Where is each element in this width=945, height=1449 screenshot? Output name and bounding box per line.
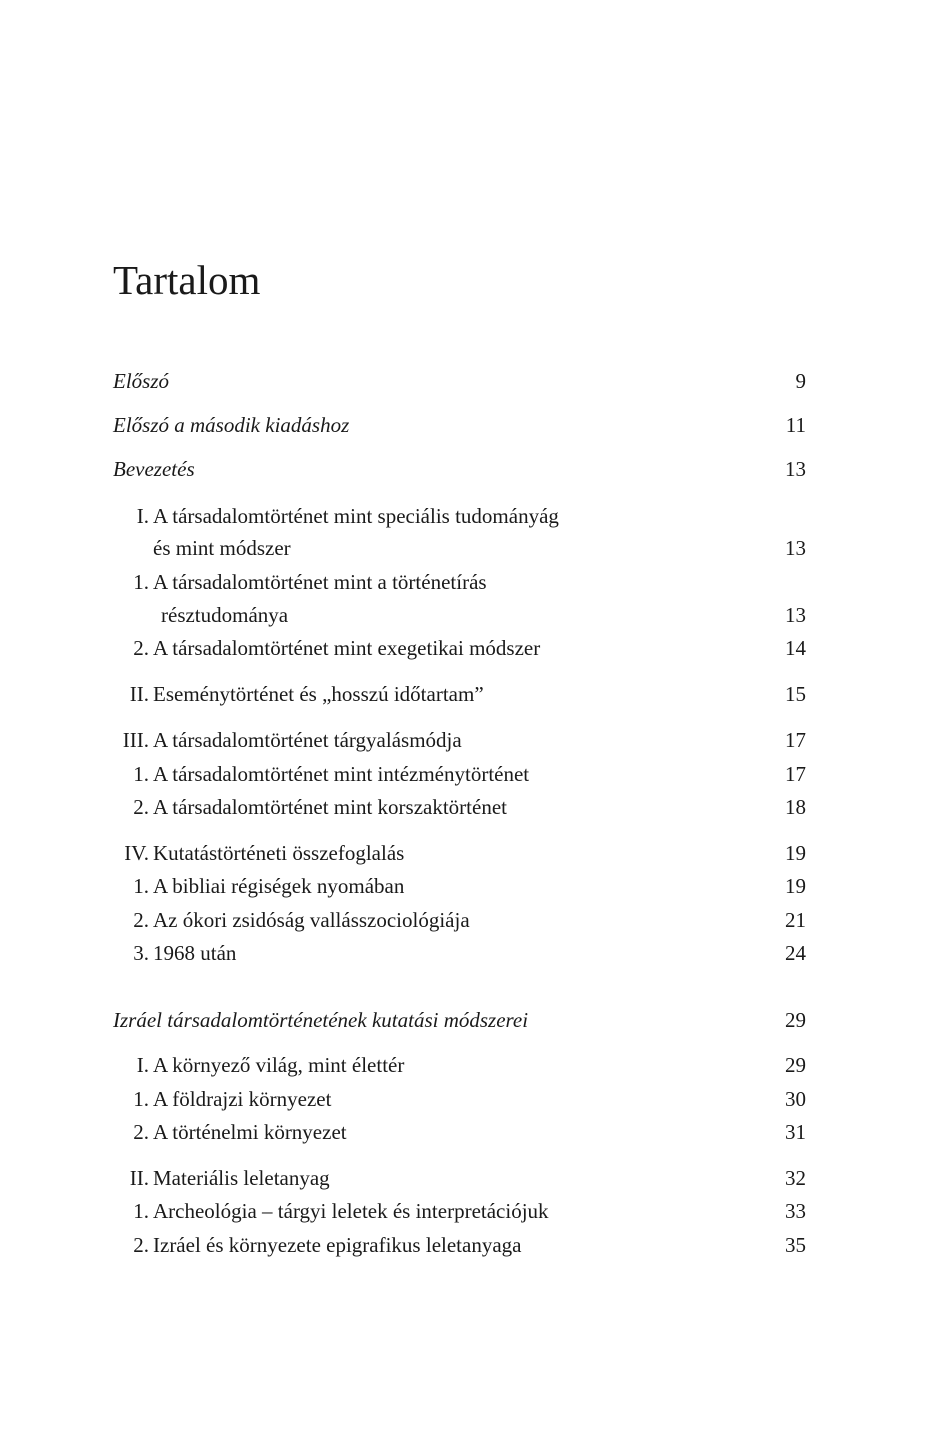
- toc-entry-label: Az ókori zsidóság vallásszociológiája: [153, 908, 470, 932]
- toc-entry-page: 29: [785, 1008, 806, 1032]
- toc-entry-number: 1.: [133, 1199, 149, 1223]
- page-title: Tartalom: [113, 257, 261, 303]
- toc-entry-number: I.: [136, 504, 149, 528]
- toc-entry: [113, 725, 806, 755]
- toc-entry-page: 21: [785, 908, 806, 932]
- toc-entry-number: 1.: [133, 1087, 149, 1111]
- toc-entry: [113, 501, 806, 531]
- toc-entry-number: IV.: [124, 841, 149, 865]
- toc-entry: [113, 1230, 806, 1260]
- toc-entry-label: résztudománya: [161, 603, 289, 627]
- toc-entry: [113, 410, 806, 440]
- toc-entry-label: A társadalomtörténet mint korszaktörténet: [153, 795, 507, 819]
- toc-entry: [113, 938, 806, 968]
- toc-entry-label: Archeológia – tárgyi leletek és interpretációjuk: [153, 1199, 549, 1223]
- toc-entry-page: 19: [785, 841, 806, 865]
- toc-entry-number: 2.: [133, 1233, 149, 1257]
- toc-entry-page: 32: [785, 1166, 806, 1190]
- toc-entry-page: 13: [785, 536, 806, 560]
- toc-entry-number: I.: [136, 1053, 149, 1077]
- toc-entry-number: 2.: [133, 1120, 149, 1144]
- toc-entry-label: A környező világ, mint élettér: [153, 1053, 405, 1077]
- toc-entry-number: 1.: [133, 570, 149, 594]
- toc-entry-label: A bibliai régiségek nyomában: [153, 874, 405, 898]
- toc-entry-page: 11: [785, 413, 806, 437]
- toc-entry-page: 13: [785, 603, 806, 627]
- toc-entry: [113, 838, 806, 868]
- toc-entry: [113, 1005, 806, 1035]
- toc-entry-label: Izráel és környezete epigrafikus leletanyaga: [153, 1233, 522, 1257]
- toc-entry-label: Izráel társadalomtörténetének kutatási módszerei: [113, 1008, 529, 1032]
- toc-entry-page: 24: [785, 941, 806, 965]
- toc-entry-number: 1.: [133, 762, 149, 786]
- toc-entry-page: 17: [785, 762, 806, 786]
- toc-entry: [113, 1163, 806, 1193]
- toc-entry-page: 35: [785, 1233, 806, 1257]
- toc-entry-number: 2.: [133, 908, 149, 932]
- toc-entry-label: A társadalomtörténet tárgyalásmódja: [153, 728, 462, 752]
- toc-entry-page: 33: [785, 1199, 806, 1223]
- toc-entry: [113, 1117, 806, 1147]
- toc-entry-label: A földrajzi környezet: [153, 1087, 332, 1111]
- toc-entry-number: III.: [122, 728, 149, 752]
- toc-entry-number: 1.: [133, 874, 149, 898]
- toc-entry-number: 2.: [133, 795, 149, 819]
- toc-entry: [113, 1196, 806, 1226]
- toc-entry: [113, 871, 806, 901]
- toc-entry-label: 1968 után: [153, 941, 237, 965]
- toc-entry-label: Kutatástörténeti összefoglalás: [153, 841, 405, 865]
- toc-entry-label: A társadalomtörténet mint exegetikai módszer: [153, 636, 541, 660]
- toc-entry: [113, 366, 806, 396]
- toc-entry: [113, 792, 806, 822]
- toc-entry-page: 30: [785, 1087, 806, 1111]
- toc-entry-page: 19: [785, 874, 806, 898]
- toc-entry-page: 13: [785, 457, 806, 481]
- toc-entry: [113, 679, 806, 709]
- toc-entry-label: A történelmi környezet: [153, 1120, 347, 1144]
- toc-entry: [113, 633, 806, 663]
- toc-entry-number: II.: [129, 1166, 149, 1190]
- toc-entry-page: 29: [785, 1053, 806, 1077]
- toc-entry: [113, 454, 806, 484]
- toc-entry-label: Eseménytörténet és „hosszú időtartam”: [153, 682, 484, 706]
- toc-entry-page: 9: [795, 369, 806, 393]
- toc-entry-label: Materiális leletanyag: [153, 1166, 330, 1190]
- toc-entry-page: 14: [785, 636, 806, 660]
- toc-entry-label: és mint módszer: [153, 536, 291, 560]
- toc-entry-page: 18: [785, 795, 806, 819]
- toc-entry: [113, 1084, 806, 1114]
- toc-entry-label: A társadalomtörténet mint speciális tudományág: [153, 504, 559, 528]
- toc-entry: [113, 1050, 806, 1080]
- toc-entry-label: Bevezetés: [113, 457, 195, 481]
- toc-entry: [113, 567, 806, 597]
- toc-entry-label: A társadalomtörténet mint a történetírás: [153, 570, 487, 594]
- toc-entry-page: 31: [785, 1120, 806, 1144]
- toc-entry: [113, 759, 806, 789]
- toc-entry-page: 17: [785, 728, 806, 752]
- toc-entry-number: 2.: [133, 636, 149, 660]
- toc-entry: [113, 600, 806, 630]
- toc-entry-label: Előszó a második kiadáshoz: [113, 413, 350, 437]
- toc-entry-label: A társadalomtörténet mint intézménytörténet: [153, 762, 530, 786]
- toc-entry-label: Előszó: [113, 369, 170, 393]
- toc-entry-number: 3.: [133, 941, 149, 965]
- toc-entry-page: 15: [785, 682, 806, 706]
- toc-entry: [113, 533, 806, 563]
- toc-entry-number: II.: [129, 682, 149, 706]
- toc-entry: [113, 905, 806, 935]
